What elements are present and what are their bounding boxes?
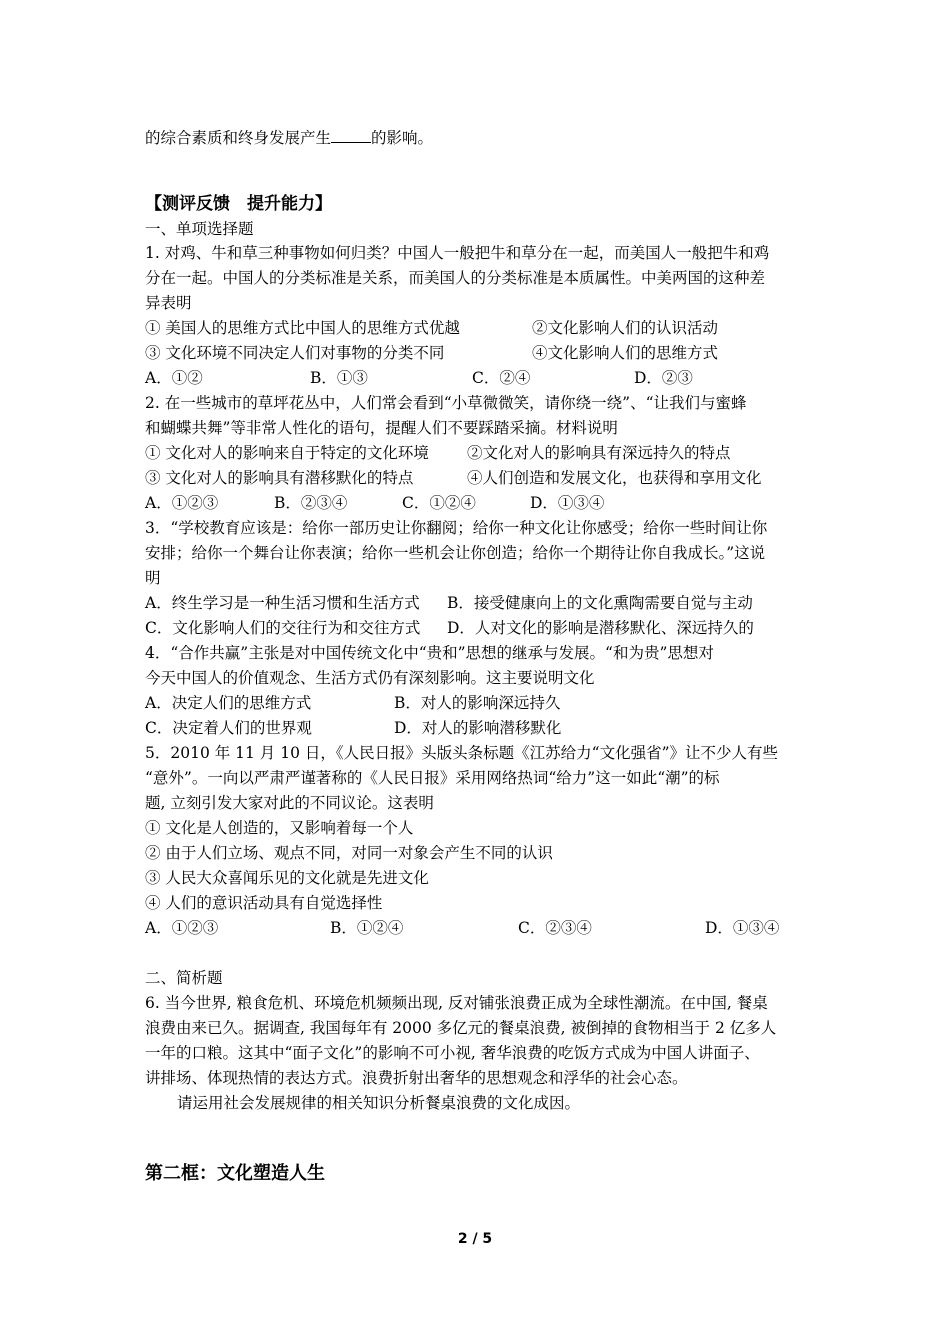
q2-line-2: 和蝴蝶共舞”等非常人性化的语句，提醒人们不要踩踏采摘。材料说明 (145, 419, 618, 437)
q2-line-1: 2. 在一些城市的草坪花丛中，人们常会看到“小草微微笑，请你绕一绕”、“让我们与蜜蜂 (145, 394, 747, 412)
q6-line-2: 浪费由来已久。据调查, 我国每年有 2000 多亿元的餐桌浪费, 被倒掉的食物相当于 2 亿多人 (145, 1019, 777, 1037)
q3-option-d: D．人对文化的影响是潜移默化、深远持久的 (447, 619, 754, 637)
q5-option-c: C．②③④ (518, 919, 592, 937)
q4-line-2: 今天中国人的价值观念、生活方式仍有深刻影响。这主要说明文化 (145, 669, 595, 687)
q3-option-b: B．接受健康向上的文化熏陶需要自觉与主动 (447, 594, 753, 612)
next-section-heading: 第二框：文化塑造人生 (145, 1163, 325, 1184)
q5-option-b: B．①②④ (330, 919, 404, 937)
q1-option-a: A．①② (145, 369, 203, 387)
q3-line-1: 3．“学校教育应该是：给你一部历史让你翻阅；给你一种文化让你感受；给你一些时间让你 (145, 519, 768, 537)
q1-option-d: D．②③ (634, 369, 693, 387)
q4-option-c: C．决定着人们的世界观 (145, 719, 312, 737)
answer-blank (331, 128, 371, 143)
q2-statement-1: ① 文化对人的影响来自于特定的文化环境 (145, 444, 429, 462)
q5-option-d: D．①③④ (705, 919, 780, 937)
q5-line-3: 题, 立刻引发大家对此的不同议论。这表明 (145, 794, 434, 812)
q6-line-3: 一年的口粮。这其中“面子文化”的影响不可小视, 奢华浪费的吃饭方式成为中国人讲面子、 (145, 1044, 760, 1062)
q2-statement-4: ④人们创造和发展文化，也获得和享用文化 (467, 469, 762, 487)
q3-option-a: A．终生学习是一种生活习惯和生活方式 (145, 594, 420, 612)
q5-statement-3: ③ 人民大众喜闻乐见的文化就是先进文化 (145, 869, 429, 887)
q1-line-3: 异表明 (145, 294, 192, 312)
q4-option-b: B．对人的影响深远持久 (394, 694, 561, 712)
q3-option-c: C．文化影响人们的交往行为和交往方式 (145, 619, 421, 637)
q1-line-2: 分在一起。中国人的分类标准是关系，而美国人的分类标准是本质属性。中美两国的这种差 (145, 269, 766, 287)
q5-statement-4: ④ 人们的意识活动具有自觉选择性 (145, 894, 383, 912)
q1-line-1: 1. 对鸡、牛和草三种事物如何归类？中国人一般把牛和草分在一起，而美国人一般把牛和鸡 (145, 244, 770, 262)
intro-line (145, 128, 433, 148)
q2-option-c: C．①②④ (402, 494, 476, 512)
intro-text-before: 的综合素质和终身发展产生 (145, 129, 332, 147)
page-number: 2 / 5 (457, 1231, 493, 1247)
q2-statement-2: ②文化对人的影响具有深远持久的特点 (467, 444, 731, 462)
q5-option-a: A．①②③ (145, 919, 219, 937)
part2-title: 二、简析题 (145, 969, 223, 987)
q5-statement-1: ① 文化是人创造的，又影响着每一个人 (145, 819, 414, 837)
part1-title: 一、单项选择题 (145, 220, 254, 238)
q5-statement-2: ② 由于人们立场、观点不同，对同一对象会产生不同的认识 (145, 844, 553, 862)
q1-statement-3: ③ 文化环境不同决定人们对事物的分类不同 (145, 344, 445, 362)
q6-line-1: 6. 当今世界, 粮食危机、环境危机频频出现, 反对铺张浪费正成为全球性潮流。在中国, 餐桌 (145, 994, 768, 1012)
q5-line-1: 5．2010 年 11 月 10 日，《人民日报》头版头条标题《江苏给力“文化强省”》让不少人有些 (145, 744, 778, 762)
q4-line-1: 4．“合作共赢”主张是对中国传统文化中“贵和”思想的继承与发展。“和为贵”思想对 (145, 644, 714, 662)
q1-option-c: C．②④ (472, 369, 531, 387)
q6-task: 请运用社会发展规律的相关知识分析餐桌浪费的文化成因。 (177, 1094, 581, 1112)
q1-statement-4: ④文化影响人们的思维方式 (532, 344, 719, 362)
q3-line-3: 明 (145, 569, 161, 587)
q2-option-d: D．①③④ (530, 494, 605, 512)
intro-text-after: 的影响。 (371, 129, 434, 147)
q1-option-b: B．①③ (310, 369, 368, 387)
q2-option-b: B．②③④ (274, 494, 348, 512)
q3-line-2: 安排；给你一个舞台让你表演；给你一些机会让你创造；给你一个期待让你自我成长。”这说 (145, 544, 766, 562)
q1-statement-1: ① 美国人的思维方式比中国人的思维方式优越 (145, 319, 460, 337)
section-title: 【测评反馈 提升能力】 (145, 194, 332, 214)
q4-option-d: D．对人的影响潜移默化 (394, 719, 562, 737)
q4-option-a: A．决定人们的思维方式 (145, 694, 312, 712)
q1-statement-2: ②文化影响人们的认识活动 (532, 319, 719, 337)
q6-line-4: 讲排场、体现热情的表达方式。浪费折射出奢华的思想观念和浮华的社会心态。 (145, 1069, 688, 1087)
q5-line-2: “意外”。一向以严肃严谨著称的《人民日报》采用网络热词“给力”这一如此“潮”的标 (145, 769, 720, 787)
q2-statement-3: ③ 文化对人的影响具有潜移默化的特点 (145, 469, 414, 487)
q2-option-a: A．①②③ (145, 494, 219, 512)
